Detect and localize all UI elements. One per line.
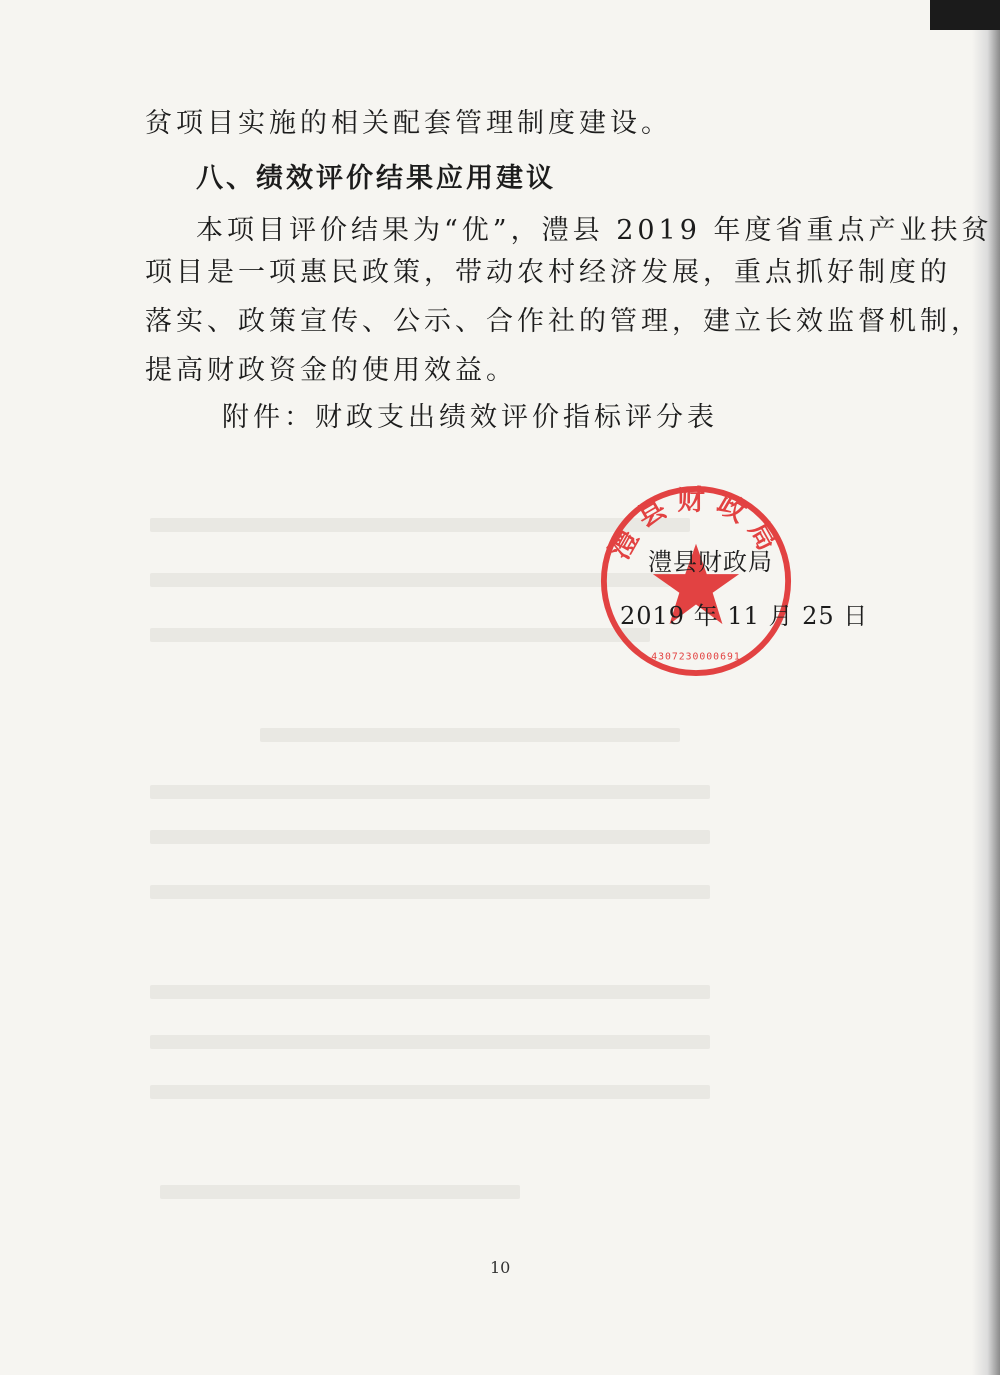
- bleed-through-mark: [160, 1185, 520, 1199]
- paragraph-line: 本项目评价结果为“优”，澧县 2019 年度省重点产业扶贫: [196, 215, 993, 246]
- bleed-through-mark: [150, 785, 710, 799]
- bleed-through-mark: [150, 573, 670, 587]
- bleed-through-mark: [150, 1085, 710, 1099]
- section-heading: 八、绩效评价结果应用建议: [196, 163, 556, 194]
- seal-code: 4307230000691: [651, 651, 741, 663]
- scan-corner: [930, 0, 1000, 30]
- paragraph-line: 落实、政策宣传、公示、合作社的管理，建立长效监督机制，: [145, 306, 982, 337]
- paragraph-line: 项目是一项惠民政策，带动农村经济发展，重点抓好制度的: [145, 257, 951, 288]
- paragraph-line: 贫项目实施的相关配套管理制度建设。: [145, 108, 672, 139]
- bleed-through-mark: [150, 885, 710, 899]
- seal-text: 澧县财政局: [603, 483, 789, 565]
- issuer-signature: 澧县财政局: [648, 548, 773, 576]
- bleed-through-mark: [150, 985, 710, 999]
- page-number: 10: [490, 1258, 511, 1277]
- paragraph-line: 提高财政资金的使用效益。: [145, 355, 517, 386]
- attachment-line: 附件：财政支出绩效评价指标评分表: [222, 402, 718, 433]
- bleed-through-mark: [150, 830, 710, 844]
- issue-date: 2019 年 11 月 25 日: [620, 602, 869, 630]
- bleed-through-mark: [260, 728, 680, 742]
- scan-edge: [972, 0, 1000, 1375]
- official-seal: [598, 483, 794, 679]
- bleed-through-mark: [150, 628, 650, 642]
- bleed-through-mark: [150, 1035, 710, 1049]
